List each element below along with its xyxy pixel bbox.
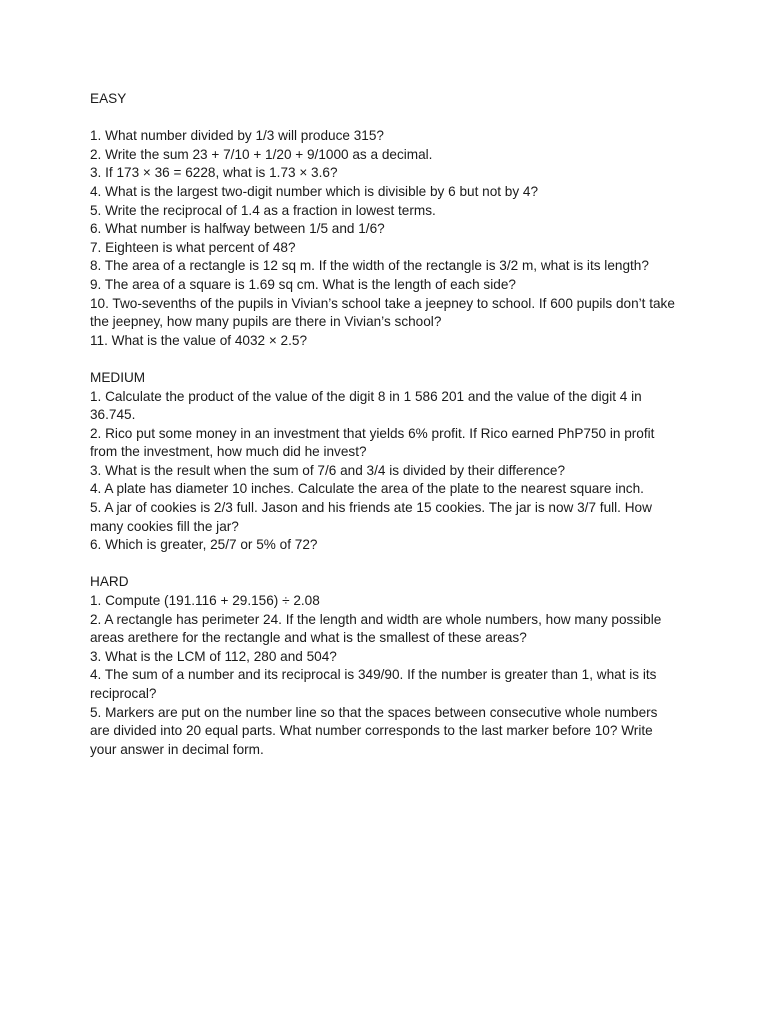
- question-item: 2. Write the sum 23 + 7/10 + 1/20 + 9/1000 as a decimal.: [90, 146, 433, 162]
- question-item: 2. A rectangle has perimeter 24. If the length and width are whole numbers, how many possible areas arethere for the rectangle and what is the smallest of these areas?: [90, 611, 662, 646]
- question-item: 2. Rico put some money in an investment that yields 6% profit. If Rico earned PhP750 in profit from the investment, how much did he invest?: [90, 425, 655, 460]
- question-item: 7. Eighteen is what percent of 48?: [90, 239, 296, 255]
- section-hard: [90, 573, 680, 759]
- question-item: 11. What is the value of 4032 × 2.5?: [90, 332, 308, 348]
- question-item: 5. A jar of cookies is 2/3 full. Jason and his friends ate 15 cookies. The jar is now 3/7 full. How many cookies fill the jar?: [90, 500, 652, 534]
- question-item: 10. Two-sevenths of the pupils in Vivian’s school take a jeepney to school. If 600 pupils don’t take the jeepney, how many pupils are there in Vivian’s school?: [90, 295, 675, 330]
- worksheet-page: [90, 90, 680, 759]
- section-heading-easy: EASY: [90, 91, 127, 106]
- question-list-medium: [90, 388, 680, 555]
- question-item: 5. Write the reciprocal of 1.4 as a fraction in lowest terms.: [90, 202, 436, 218]
- section-medium: [90, 369, 680, 555]
- question-item: 3. What is the result when the sum of 7/6 and 3/4 is divided by their difference?: [90, 462, 566, 478]
- section-heading-medium: MEDIUM: [90, 369, 146, 385]
- question-item: 9. The area of a square is 1.69 sq cm. What is the length of each side?: [90, 276, 516, 292]
- question-item: 5. Markers are put on the number line so that the spaces between consecutive whole numbers are divided into 20 equal parts. What number corresponds to the last marker before 10? Write your answer in decimal form.: [90, 704, 658, 757]
- question-item: 1. Compute (191.116 + 29.156) ÷ 2.08: [90, 593, 320, 609]
- question-list-easy: [90, 127, 680, 350]
- question-item: 1. What number divided by 1/3 will produce 315?: [90, 128, 384, 144]
- question-item: 4. The sum of a number and its reciprocal is 349/90. If the number is greater than 1, what is its reciprocal?: [90, 667, 657, 701]
- question-item: 4. What is the largest two-digit number which is divisible by 6 but not by 4?: [90, 183, 539, 199]
- question-list-hard: [90, 592, 680, 759]
- question-item: 6. Which is greater, 25/7 or 5% of 72?: [90, 537, 318, 553]
- question-item: 4. A plate has diameter 10 inches. Calculate the area of the plate to the nearest square inch.: [90, 481, 644, 497]
- question-item: 3. If 173 × 36 = 6228, what is 1.73 × 3.6?: [90, 165, 338, 181]
- section-heading-hard: HARD: [90, 574, 129, 590]
- question-item: 8. The area of a rectangle is 12 sq m. If the width of the rectangle is 3/2 m, what is its length?: [90, 258, 649, 274]
- question-item: 3. What is the LCM of 112, 280 and 504?: [90, 648, 337, 664]
- question-item: 6. What number is halfway between 1/5 and 1/6?: [90, 221, 385, 237]
- question-item: 1. Calculate the product of the value of the digit 8 in 1 586 201 and the value of the digit 4 in 36.745.: [90, 388, 642, 423]
- section-easy: [90, 90, 680, 350]
